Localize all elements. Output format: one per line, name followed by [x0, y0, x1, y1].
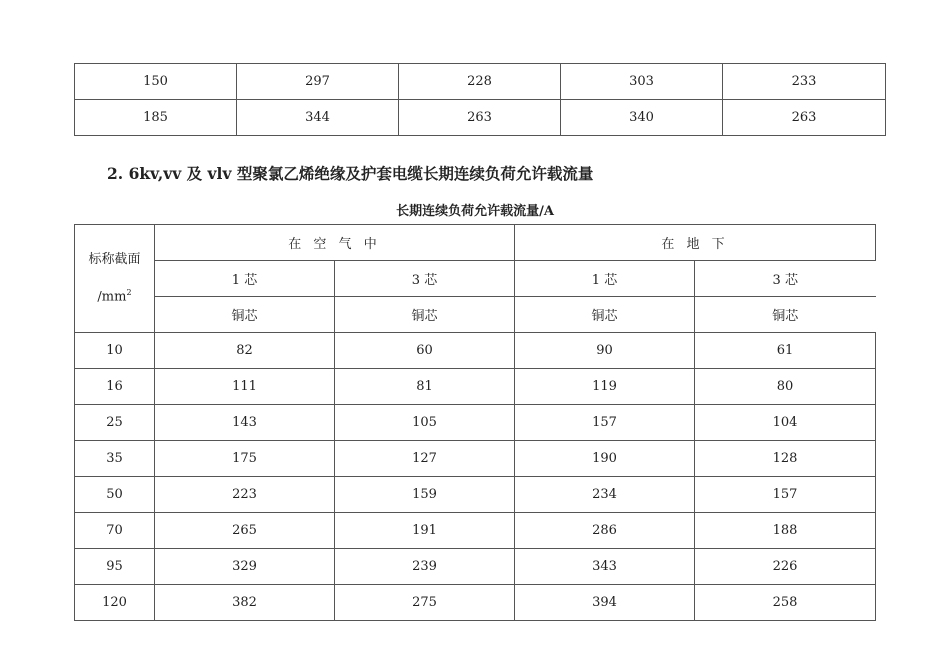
table-cell: 329 [155, 549, 335, 585]
table-cell: 303 [561, 64, 723, 100]
table-cell: 95 [75, 549, 155, 585]
table-cell: 239 [335, 549, 515, 585]
table-cell: 16 [75, 369, 155, 405]
table-cell: 81 [335, 369, 515, 405]
ground-one-core-header: 1 芯 [515, 261, 695, 297]
table-cell: 228 [399, 64, 561, 100]
table-cell: 191 [335, 513, 515, 549]
table-row [75, 405, 876, 441]
material-header-row [75, 297, 876, 333]
unit-superscript: 2 [126, 287, 132, 297]
table-cell: 263 [399, 100, 561, 136]
table-cell: 70 [75, 513, 155, 549]
table-cell: 10 [75, 333, 155, 369]
table-cell: 128 [695, 441, 876, 477]
table-cell: 286 [515, 513, 695, 549]
table-cell: 104 [695, 405, 876, 441]
header-label-unit [97, 288, 131, 305]
table-cell: 265 [155, 513, 335, 549]
underground-header: 在 地 下 [515, 225, 876, 261]
table-cell: 188 [695, 513, 876, 549]
table-cell: 382 [155, 585, 335, 621]
continued-current-table [74, 63, 886, 136]
table-row [75, 100, 886, 136]
table-cell: 157 [515, 405, 695, 441]
table-cell: 343 [515, 549, 695, 585]
table-row [75, 513, 876, 549]
table-cell: 119 [515, 369, 695, 405]
table-cell: 150 [75, 64, 237, 100]
table-cell: 127 [335, 441, 515, 477]
table-cell: 233 [723, 64, 886, 100]
table-cell: 105 [335, 405, 515, 441]
table-row [75, 477, 876, 513]
table-row [75, 333, 876, 369]
table-row [75, 549, 876, 585]
in-air-header: 在 空 气 中 [155, 225, 515, 261]
air-one-core-copper: 铜芯 [155, 297, 335, 333]
section-heading: 2. 6kv,vv 及 vlv 型聚氯乙烯绝缘及护套电缆长期连续负荷允许载流量 [107, 164, 594, 183]
table-cell: 275 [335, 585, 515, 621]
ground-one-core-copper: 铜芯 [515, 297, 695, 333]
table-cell: 50 [75, 477, 155, 513]
nominal-section-header [75, 225, 155, 333]
table-cell: 120 [75, 585, 155, 621]
table-row [75, 441, 876, 477]
core-header-row [75, 261, 876, 297]
table-cell: 80 [695, 369, 876, 405]
table-cell: 60 [335, 333, 515, 369]
table-caption: 长期连续负荷允许载流量/A [396, 204, 554, 219]
table-cell: 297 [237, 64, 399, 100]
table-cell: 157 [695, 477, 876, 513]
table-cell: 234 [515, 477, 695, 513]
table-cell: 190 [515, 441, 695, 477]
ground-three-core-copper: 铜芯 [695, 297, 876, 333]
current-capacity-table [74, 224, 876, 621]
table-cell: 344 [237, 100, 399, 136]
table-cell: 394 [515, 585, 695, 621]
header-label [75, 252, 154, 305]
table-cell: 35 [75, 441, 155, 477]
unit-text: /mm [97, 289, 127, 305]
header-row [75, 225, 876, 261]
table-cell: 226 [695, 549, 876, 585]
table-cell: 258 [695, 585, 876, 621]
table-cell: 143 [155, 405, 335, 441]
air-one-core-header: 1 芯 [155, 261, 335, 297]
table-cell: 223 [155, 477, 335, 513]
table-cell: 159 [335, 477, 515, 513]
table-cell: 61 [695, 333, 876, 369]
table-cell: 25 [75, 405, 155, 441]
table-row [75, 585, 876, 621]
table-row [75, 64, 886, 100]
header-label-line1: 标称截面 [88, 252, 141, 268]
ground-three-core-header: 3 芯 [695, 261, 876, 297]
table-cell: 340 [561, 100, 723, 136]
table-cell: 90 [515, 333, 695, 369]
table-cell: 263 [723, 100, 886, 136]
table-cell: 175 [155, 441, 335, 477]
air-three-core-header: 3 芯 [335, 261, 515, 297]
table-cell: 82 [155, 333, 335, 369]
table-row [75, 369, 876, 405]
table-cell: 185 [75, 100, 237, 136]
table-cell: 111 [155, 369, 335, 405]
air-three-core-copper: 铜芯 [335, 297, 515, 333]
